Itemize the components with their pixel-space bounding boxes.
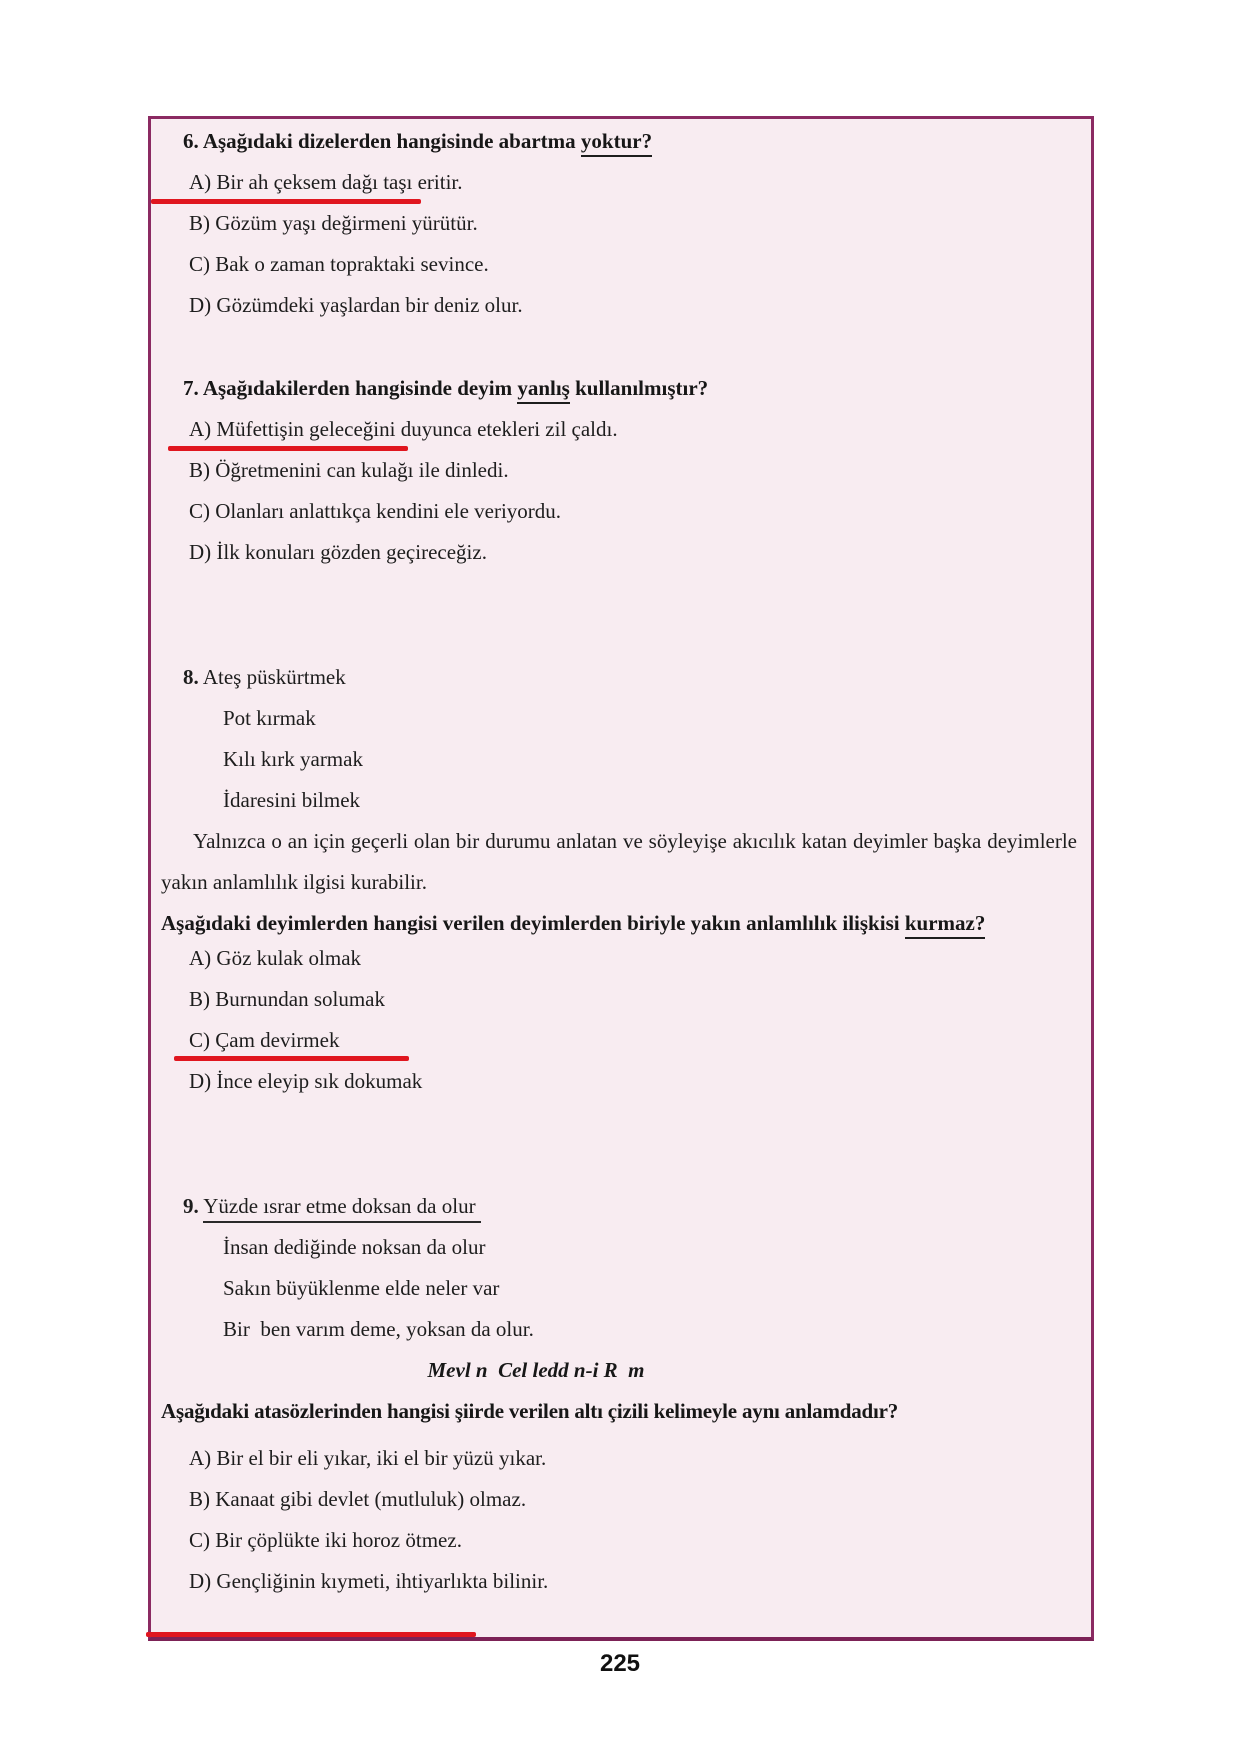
q6-option-c: C) Bak o zaman topraktaki sevince. bbox=[189, 252, 489, 276]
q8-idiom-4: İdaresini bilmek bbox=[223, 788, 361, 812]
question-6-stem bbox=[183, 121, 1077, 162]
q8-idiom-1-text: Ateş püskürtmek bbox=[202, 665, 346, 689]
q6-option-d: D) Gözümdeki yaşlardan bir deniz olur. bbox=[189, 293, 523, 317]
q7-option-b: B) Öğretmenini can kulağı ile dinledi. bbox=[189, 458, 509, 482]
question-7-stem bbox=[183, 368, 1077, 409]
q9-verse-4: Bir ben varım deme, yoksan da olur. bbox=[223, 1317, 534, 1341]
question-7-stem-suffix: kullanılmıştır? bbox=[569, 376, 709, 400]
question-7 bbox=[161, 368, 1077, 573]
q8-idiom-1 bbox=[183, 657, 1077, 698]
question-8-underlined-word: kurmaz? bbox=[905, 911, 986, 939]
q9-option-a: A) Bir el bir eli yıkar, iki el bir yüzü yıkar. bbox=[189, 1446, 547, 1470]
q7-option-a: A) Müfettişin geleceğini duyunca etekleri zil çaldı. bbox=[189, 417, 618, 441]
q6-option-b: B) Gözüm yaşı değirmeni yürütür. bbox=[189, 211, 478, 235]
question-8-stem-text: Aşağıdaki deyimlerden hangisi verilen deyimlerden biriyle yakın anlamlılık ilişkisi bbox=[161, 911, 905, 935]
question-9-number: 9. bbox=[183, 1194, 199, 1218]
question-box bbox=[148, 116, 1094, 1641]
page-number: 225 bbox=[599, 1650, 641, 1677]
answer-underline-q9-d bbox=[146, 1632, 476, 1637]
question-7-underlined-word: yanlış bbox=[517, 376, 570, 404]
q9-verse-2: İnsan dediğinde noksan da olur bbox=[223, 1235, 486, 1259]
q7-option-c: C) Olanları anlattıkça kendini ele veriyordu. bbox=[189, 499, 562, 523]
question-6-underlined-word: yoktur? bbox=[581, 129, 652, 157]
q8-options bbox=[161, 938, 1077, 1102]
question-8 bbox=[161, 657, 1077, 1102]
q7-option-d: D) İlk konuları gözden geçireceğiz. bbox=[189, 540, 487, 564]
q6-option-a: A) Bir ah çeksem dağı taşı eritir. bbox=[189, 170, 463, 194]
q8-option-c: C) Çam devirmek bbox=[189, 1028, 340, 1052]
q9-option-b: B) Kanaat gibi devlet (mutluluk) olmaz. bbox=[189, 1487, 527, 1511]
q8-option-a: A) Göz kulak olmak bbox=[189, 946, 362, 970]
answer-underline-q6-a bbox=[151, 199, 421, 204]
answer-underline-q8-b bbox=[174, 1056, 409, 1061]
answer-underline-q7-a bbox=[168, 446, 408, 451]
q8-idiom-2: Pot kırmak bbox=[223, 706, 316, 730]
question-6 bbox=[161, 121, 1077, 326]
question-6-stem-text: 6. Aşağıdaki dizelerden hangisinde abartma bbox=[183, 129, 581, 153]
question-7-stem-text: 7. Aşağıdakilerden hangisinde deyim bbox=[183, 376, 518, 400]
q9-poet-attribution: Mevl n Cel ledd n-i R m bbox=[427, 1358, 645, 1382]
q9-underlined-verse: Yüzde ısrar etme doksan da olur bbox=[203, 1194, 480, 1223]
q9-verse-3: Sakın büyüklenme elde neler var bbox=[223, 1276, 500, 1300]
q8-option-b: B) Burnundan solumak bbox=[189, 987, 385, 1011]
question-9 bbox=[161, 1186, 1077, 1602]
q9-option-c: C) Bir çöplükte iki horoz ötmez. bbox=[189, 1528, 462, 1552]
q9-verse-1 bbox=[183, 1186, 1077, 1227]
q8-idiom-3: Kılı kırk yarmak bbox=[223, 747, 363, 771]
q8-explanation-paragraph: Yalnızca o an için geçerli olan bir durumu anlatan ve söyleyişe akıcılık katan deyimler başka deyimlerle yakın anlamlılık ilgisi kurabilir. bbox=[161, 829, 1077, 894]
q8-option-d: D) İnce eleyip sık dokumak bbox=[189, 1069, 423, 1093]
question-9-stem: Aşağıdaki atasözlerinden hangisi şiirde verilen altı çizili kelimeyle aynı anlamdadır? bbox=[161, 1399, 899, 1423]
q9-options bbox=[161, 1438, 1077, 1602]
question-8-number: 8. bbox=[183, 665, 199, 689]
q9-option-d: D) Gençliğinin kıymeti, ihtiyarlıkta bilinir. bbox=[189, 1569, 549, 1593]
